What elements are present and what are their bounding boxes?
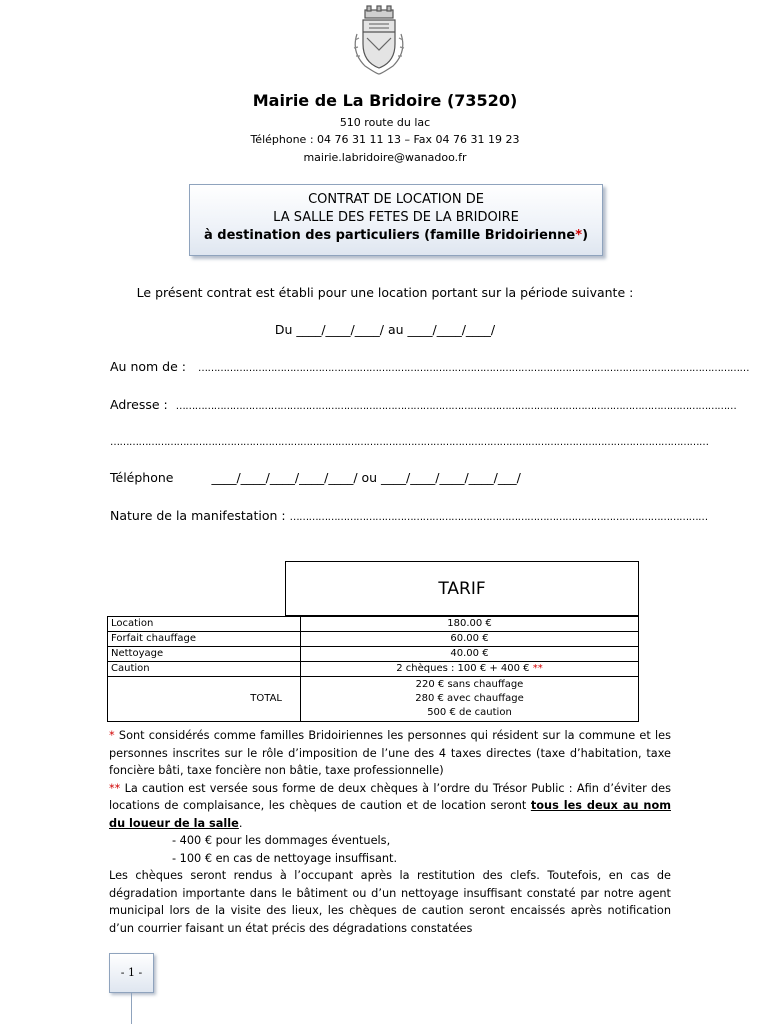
title-line-1: CONTRAT DE LOCATION DE: [308, 192, 484, 207]
table-row: [108, 617, 639, 632]
address-field-2-dots: ………………………………………………………………………………………………………………………………………………………………………: [110, 437, 709, 448]
address-field-2[interactable]: [110, 433, 709, 448]
nature-field[interactable]: ……………………………………………………………………………………………………………………: [289, 512, 708, 523]
table-row: [108, 632, 639, 647]
org-phone-fax: Téléphone : 04 76 31 11 13 – Fax 04 76 31 19 23: [250, 133, 520, 146]
note-bullet-2: - 100 € en cas de nettoyage insuffisant.: [172, 851, 398, 865]
org-name: Mairie de La Bridoire (73520): [252, 91, 518, 110]
contract-intro: Le présent contrat est établi pour une location portant sur la période suivante :: [136, 285, 634, 300]
page-number: - 1 -: [109, 953, 154, 993]
note-2: [109, 780, 671, 833]
tarif-label: Nettoyage: [108, 647, 301, 662]
period-field[interactable]: Du ____/____/____/ au ____/____/____/: [274, 322, 496, 337]
note-1-text: Sont considérés comme familles Bridoiriennes les personnes qui résident sur la commune et les personnes inscrites sur le rôle d’imposition de l’une des 4 taxes directes (taxe d’habitation, taxe foncière bâti, taxe foncière non bâtie, taxe professionnelle): [109, 729, 671, 777]
tarif-label: Location: [108, 617, 301, 632]
address-row: [110, 397, 736, 412]
nature-label: Nature de la manifestation :: [110, 508, 286, 523]
name-label: Au nom de :: [110, 359, 186, 374]
contract-title-box: [189, 184, 603, 256]
caution-mark: **: [532, 663, 543, 674]
note-1: [109, 727, 671, 780]
note-closing: Les chèques seront rendus à l’occupant après la restitution des clefs. Toutefois, en cas de dégradation importante dans le bâtiment ou d’un nettoyage insuffisant constaté par notre agent municipal lors de la visite des lieux, les chèques de caution seront encaissés après notification d’un courrier faisant un état précis des dégradations constatées: [109, 869, 671, 935]
tarif-value: 60.00 €: [301, 632, 639, 647]
tarif-label: Caution: [108, 662, 301, 677]
tarif-value: 180.00 €: [301, 617, 639, 632]
total-values: [301, 677, 639, 722]
title-line-3-end: ): [582, 228, 589, 243]
nature-row: [110, 508, 708, 523]
total-line: 500 € de caution: [427, 707, 512, 718]
address-label: Adresse :: [110, 397, 168, 412]
name-row: [110, 359, 749, 374]
address-field[interactable]: ……………………………………………………………………………………………………………………………………………………………: [175, 401, 737, 412]
tarif-value: [301, 662, 639, 677]
title-line-3-text: à destination des particuliers (famille Bridoirienne: [203, 228, 576, 243]
note-2-text: La caution est versée sous forme de deux chèques à l’ordre du Trésor Public : Afin d’éviter des locations de complaisance, les chèques de caution et de location seront: [109, 781, 671, 812]
total-line: 220 € sans chauffage: [415, 679, 524, 690]
total-line: 280 € avec chauffage: [415, 693, 524, 704]
total-label: TOTAL: [108, 677, 301, 722]
table-row: [108, 647, 639, 662]
title-asterisk: *: [575, 228, 583, 243]
note-2-end: .: [238, 816, 243, 830]
municipal-crest-icon: [347, 4, 411, 76]
tarif-table: [107, 616, 639, 722]
name-field[interactable]: …………………………………………………………………………………………………………………………………………………………: [197, 363, 749, 374]
page-number-connector: [131, 992, 132, 1024]
tarif-label: Forfait chauffage: [108, 632, 301, 647]
note-1-mark: *: [109, 729, 115, 742]
phone-field[interactable]: ____/____/____/____/____/ ou ____/____/____/____/___/: [211, 470, 521, 485]
org-address: 510 route du lac: [339, 116, 431, 129]
tarif-heading: TARIF: [285, 561, 639, 616]
table-row: [108, 662, 639, 677]
title-line-3: [190, 227, 602, 245]
caution-value: 2 chèques : 100 € + 400 €: [396, 663, 530, 674]
note-2-mark: **: [109, 781, 121, 795]
tarif-value: 40.00 €: [301, 647, 639, 662]
notes-section: [109, 727, 671, 937]
phone-label: Téléphone: [110, 470, 174, 485]
note-bullet-1: - 400 € pour les dommages éventuels,: [172, 834, 391, 847]
phone-row: [110, 470, 521, 485]
table-row-total: [108, 677, 639, 722]
org-email: mairie.labridoire@wanadoo.fr: [303, 151, 467, 164]
title-line-2: LA SALLE DES FETES DE LA BRIDOIRE: [273, 210, 519, 225]
note-2-bold: tous les deux au nom du loueur de la salle: [109, 799, 671, 830]
